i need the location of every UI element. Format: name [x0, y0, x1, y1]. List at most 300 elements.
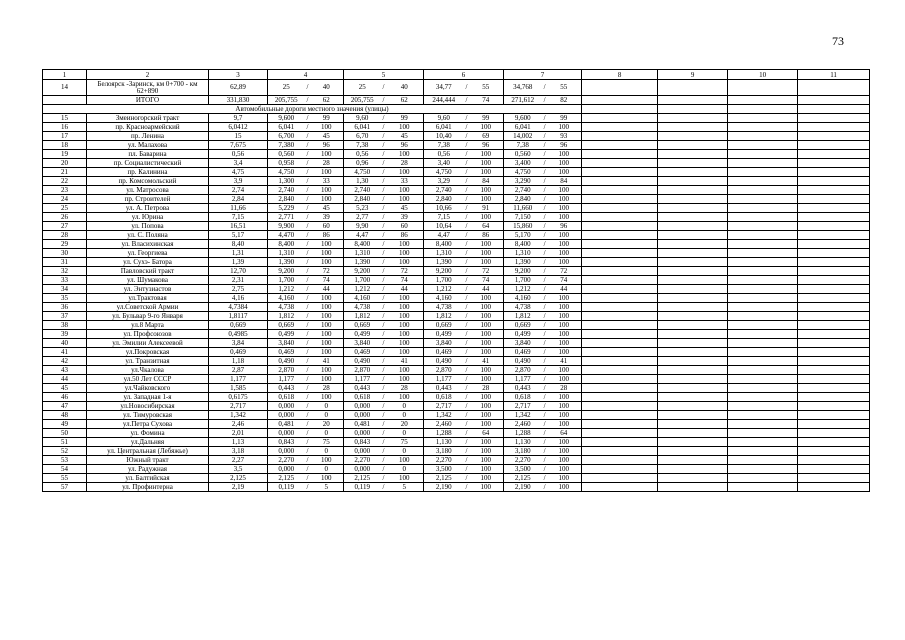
empty-cell	[728, 249, 798, 258]
empty-cell	[798, 339, 870, 348]
slash-separator: /	[541, 321, 549, 330]
slash-separator: /	[463, 141, 471, 150]
slash-separator: /	[304, 285, 312, 294]
slash-separator: /	[541, 294, 549, 303]
slash-separator: /	[380, 231, 388, 240]
c7-percent: 41	[549, 357, 582, 366]
table-row	[43, 231, 870, 240]
road-length: 15	[209, 132, 268, 141]
c6-value: 0,469	[424, 348, 463, 357]
empty-cell	[728, 456, 798, 465]
empty-cell	[728, 411, 798, 420]
empty-cell	[728, 438, 798, 447]
slash-separator: /	[463, 483, 471, 492]
c6-percent: 100	[471, 456, 504, 465]
c4-value: 4,738	[268, 303, 304, 312]
empty-cell	[582, 123, 658, 132]
slash-separator: /	[541, 186, 549, 195]
c7-value: 0,469	[504, 348, 541, 357]
slash-separator: /	[380, 132, 388, 141]
slash-separator: /	[463, 249, 471, 258]
slash-separator: /	[541, 339, 549, 348]
empty-cell	[658, 159, 728, 168]
slash-separator: /	[463, 465, 471, 474]
c6-value: 2,460	[424, 420, 463, 429]
c6-value: 3,180	[424, 447, 463, 456]
empty-cell	[658, 456, 728, 465]
c6-percent: 74	[471, 96, 504, 105]
header-cell: 9	[658, 70, 728, 80]
c6-percent: 96	[471, 141, 504, 150]
c4-percent: 74	[312, 276, 344, 285]
c4-value: 0,481	[268, 420, 304, 429]
c5-percent: 100	[388, 294, 424, 303]
slash-separator: /	[463, 186, 471, 195]
slash-separator: /	[541, 447, 549, 456]
empty-cell	[798, 132, 870, 141]
c4-percent: 60	[312, 222, 344, 231]
c7-value: 9,600	[504, 114, 541, 123]
road-length: 3,84	[209, 339, 268, 348]
slash-separator: /	[541, 384, 549, 393]
slash-separator: /	[463, 348, 471, 357]
empty-cell	[798, 330, 870, 339]
slash-separator: /	[541, 402, 549, 411]
c7-value: 4,160	[504, 294, 541, 303]
slash-separator: /	[380, 393, 388, 402]
empty-cell	[658, 240, 728, 249]
c7-percent: 44	[549, 285, 582, 294]
road-name: ул.Покровская	[87, 348, 209, 357]
empty-cell	[582, 321, 658, 330]
table-row	[43, 132, 870, 141]
slash-separator: /	[463, 285, 471, 294]
c7-percent: 100	[549, 249, 582, 258]
empty-cell	[798, 348, 870, 357]
c5-value: 3,840	[344, 339, 380, 348]
empty-cell	[658, 141, 728, 150]
empty-cell	[658, 132, 728, 141]
header-cell: 6	[424, 70, 504, 80]
c7-percent: 100	[549, 447, 582, 456]
row-number: 53	[43, 456, 87, 465]
empty-cell	[798, 465, 870, 474]
c6-percent: 100	[471, 348, 504, 357]
c5-value: 0,000	[344, 429, 380, 438]
c6-value: 2,740	[424, 186, 463, 195]
slash-separator: /	[541, 456, 549, 465]
c4-percent: 100	[312, 474, 344, 483]
empty-cell	[658, 222, 728, 231]
empty-cell	[728, 312, 798, 321]
c5-value: 4,160	[344, 294, 380, 303]
slash-separator: /	[304, 330, 312, 339]
road-length: 2,717	[209, 402, 268, 411]
slash-separator: /	[541, 96, 549, 105]
slash-separator: /	[380, 123, 388, 132]
c5-percent: 100	[388, 186, 424, 195]
c7-value: 4,750	[504, 168, 541, 177]
road-name: ул. Радужная	[87, 465, 209, 474]
empty-cell	[728, 375, 798, 384]
empty-cell	[582, 339, 658, 348]
road-length: 1,18	[209, 357, 268, 366]
slash-separator: /	[304, 483, 312, 492]
c7-value: 2,125	[504, 474, 541, 483]
c4-percent: 0	[312, 402, 344, 411]
slash-separator: /	[380, 330, 388, 339]
row-number: 31	[43, 258, 87, 267]
empty-cell	[658, 348, 728, 357]
road-name: ул.Чайковского	[87, 384, 209, 393]
c4-percent: 40	[312, 80, 344, 96]
slash-separator: /	[541, 141, 549, 150]
c4-percent: 100	[312, 393, 344, 402]
c6-value: 2,840	[424, 195, 463, 204]
c5-percent: 41	[388, 357, 424, 366]
c5-percent: 99	[388, 114, 424, 123]
c6-value: 8,400	[424, 240, 463, 249]
empty-cell	[658, 195, 728, 204]
slash-separator: /	[463, 168, 471, 177]
road-name: ул. Георгиева	[87, 249, 209, 258]
row-number: 51	[43, 438, 87, 447]
c4-value: 7,380	[268, 141, 304, 150]
c4-percent: 100	[312, 456, 344, 465]
road-name: ул.Советской Армии	[87, 303, 209, 312]
slash-separator: /	[304, 321, 312, 330]
table-row	[43, 204, 870, 213]
c5-value: 0,490	[344, 357, 380, 366]
empty-cell	[728, 159, 798, 168]
empty-cell	[728, 258, 798, 267]
c6-value: 7,38	[424, 141, 463, 150]
empty-cell	[728, 330, 798, 339]
c6-value: 0,490	[424, 357, 463, 366]
slash-separator: /	[463, 384, 471, 393]
road-length: 2,31	[209, 276, 268, 285]
road-name: Южный тракт	[87, 456, 209, 465]
slash-separator: /	[304, 177, 312, 186]
c7-percent: 100	[549, 348, 582, 357]
slash-separator: /	[380, 348, 388, 357]
slash-separator: /	[304, 150, 312, 159]
empty-cell	[658, 204, 728, 213]
slash-separator: /	[541, 123, 549, 132]
slash-separator: /	[380, 366, 388, 375]
empty-cell	[728, 132, 798, 141]
c6-percent: 100	[471, 402, 504, 411]
slash-separator: /	[463, 114, 471, 123]
empty-cell	[728, 96, 798, 105]
slash-separator: /	[304, 411, 312, 420]
c7-value: 3,180	[504, 447, 541, 456]
empty-cell	[582, 168, 658, 177]
slash-separator: /	[380, 420, 388, 429]
c5-value: 0,618	[344, 393, 380, 402]
empty-cell	[658, 330, 728, 339]
c6-percent: 72	[471, 267, 504, 276]
slash-separator: /	[463, 222, 471, 231]
empty-cell	[728, 348, 798, 357]
c6-percent: 100	[471, 294, 504, 303]
slash-separator: /	[463, 438, 471, 447]
header-cell: 5	[344, 70, 424, 80]
empty-cell	[582, 330, 658, 339]
c4-percent: 28	[312, 159, 344, 168]
slash-separator: /	[380, 222, 388, 231]
slash-separator: /	[541, 249, 549, 258]
slash-separator: /	[463, 213, 471, 222]
row-number: 45	[43, 384, 87, 393]
empty-cell	[582, 312, 658, 321]
slash-separator: /	[463, 276, 471, 285]
empty-cell	[658, 186, 728, 195]
slash-separator: /	[541, 276, 549, 285]
empty-cell	[798, 96, 870, 105]
empty-cell	[728, 267, 798, 276]
road-name: ул.50 Лет СССР	[87, 375, 209, 384]
empty-cell	[798, 321, 870, 330]
c5-percent: 75	[388, 438, 424, 447]
c5-value: 2,125	[344, 474, 380, 483]
empty-cell	[798, 168, 870, 177]
row-number: 32	[43, 267, 87, 276]
c4-value: 0,000	[268, 411, 304, 420]
c4-value: 2,125	[268, 474, 304, 483]
c5-percent: 28	[388, 384, 424, 393]
c7-value: 2,270	[504, 456, 541, 465]
road-length: 1,13	[209, 438, 268, 447]
empty-cell	[658, 321, 728, 330]
header-cell: 4	[268, 70, 344, 80]
row-number: 49	[43, 420, 87, 429]
slash-separator: /	[304, 204, 312, 213]
empty-cell	[658, 483, 728, 492]
road-name: ул. Тимуровская	[87, 411, 209, 420]
empty-cell	[798, 402, 870, 411]
slash-separator: /	[463, 393, 471, 402]
c5-value: 4,750	[344, 168, 380, 177]
empty-cell	[658, 312, 728, 321]
road-name: Павловский тракт	[87, 267, 209, 276]
c6-percent: 28	[471, 384, 504, 393]
table-row	[43, 402, 870, 411]
road-name: ул. А. Петрова	[87, 204, 209, 213]
slash-separator: /	[380, 159, 388, 168]
slash-separator: /	[463, 240, 471, 249]
c4-value: 0,000	[268, 429, 304, 438]
empty-cell	[582, 357, 658, 366]
row-number: 55	[43, 474, 87, 483]
row-number: 28	[43, 231, 87, 240]
empty-cell	[798, 384, 870, 393]
empty-cell	[798, 114, 870, 123]
slash-separator: /	[380, 240, 388, 249]
c6-value: 1,390	[424, 258, 463, 267]
c6-value: 2,870	[424, 366, 463, 375]
slash-separator: /	[304, 438, 312, 447]
c6-percent: 74	[471, 276, 504, 285]
slash-separator: /	[463, 429, 471, 438]
slash-separator: /	[541, 177, 549, 186]
c7-percent: 72	[549, 267, 582, 276]
slash-separator: /	[463, 447, 471, 456]
road-name: ул. Центральная (Лебяжье)	[87, 447, 209, 456]
row-number: 20	[43, 159, 87, 168]
empty-cell	[798, 195, 870, 204]
road-length: 0,56	[209, 150, 268, 159]
c6-value: 0,669	[424, 321, 463, 330]
c5-value: 8,400	[344, 240, 380, 249]
slash-separator: /	[304, 159, 312, 168]
c7-percent: 93	[549, 132, 582, 141]
empty-cell	[582, 465, 658, 474]
empty-cell	[658, 384, 728, 393]
empty-cell	[798, 294, 870, 303]
table-row	[43, 303, 870, 312]
c7-percent: 100	[549, 150, 582, 159]
c5-value: 0,469	[344, 348, 380, 357]
row-number: 44	[43, 375, 87, 384]
road-length: 6,0412	[209, 123, 268, 132]
road-length: 4,75	[209, 168, 268, 177]
slash-separator: /	[463, 132, 471, 141]
row-number: 42	[43, 357, 87, 366]
table-row	[43, 114, 870, 123]
c7-percent: 64	[549, 429, 582, 438]
empty-cell	[798, 150, 870, 159]
c4-percent: 0	[312, 465, 344, 474]
c5-value: 0,000	[344, 411, 380, 420]
road-name: ИТОГО	[87, 96, 209, 105]
c6-value: 1,700	[424, 276, 463, 285]
slash-separator: /	[380, 285, 388, 294]
c4-value: 9,600	[268, 114, 304, 123]
c4-value: 4,750	[268, 168, 304, 177]
empty-cell	[582, 411, 658, 420]
c6-value: 9,60	[424, 114, 463, 123]
c7-value: 0,618	[504, 393, 541, 402]
row-number: 35	[43, 294, 87, 303]
c4-value: 1,177	[268, 375, 304, 384]
slash-separator: /	[304, 267, 312, 276]
c7-value: 11,660	[504, 204, 541, 213]
empty-cell	[798, 123, 870, 132]
c5-percent: 100	[388, 123, 424, 132]
c4-percent: 45	[312, 204, 344, 213]
empty-cell	[582, 231, 658, 240]
c6-percent: 100	[471, 186, 504, 195]
road-name: ул.Новосибирская	[87, 402, 209, 411]
row-number: 40	[43, 339, 87, 348]
row-number: 22	[43, 177, 87, 186]
slash-separator: /	[541, 168, 549, 177]
slash-separator: /	[380, 402, 388, 411]
empty-cell	[728, 465, 798, 474]
empty-cell	[582, 240, 658, 249]
empty-cell	[728, 114, 798, 123]
slash-separator: /	[380, 267, 388, 276]
road-length: 0,469	[209, 348, 268, 357]
c5-value: 1,700	[344, 276, 380, 285]
slash-separator: /	[304, 213, 312, 222]
c5-percent: 45	[388, 132, 424, 141]
c7-value: 2,740	[504, 186, 541, 195]
empty-cell	[798, 231, 870, 240]
slash-separator: /	[380, 80, 388, 96]
c6-percent: 64	[471, 429, 504, 438]
road-name: Белоярск -Заринск, км 0+700 - км 62+890	[87, 80, 209, 96]
empty-cell	[658, 366, 728, 375]
c5-percent: 44	[388, 285, 424, 294]
header-cell: 7	[504, 70, 582, 80]
road-length: 12,70	[209, 267, 268, 276]
table-row	[43, 186, 870, 195]
empty-cell	[658, 420, 728, 429]
c5-value: 1,390	[344, 258, 380, 267]
empty-cell	[798, 141, 870, 150]
slash-separator: /	[463, 195, 471, 204]
slash-separator: /	[304, 276, 312, 285]
c4-percent: 44	[312, 285, 344, 294]
table-row	[43, 447, 870, 456]
empty-cell	[728, 80, 798, 96]
row-number: 38	[43, 321, 87, 330]
road-length: 0,6175	[209, 393, 268, 402]
empty-cell	[582, 276, 658, 285]
c6-percent: 100	[471, 483, 504, 492]
c4-percent: 100	[312, 348, 344, 357]
table-row	[43, 366, 870, 375]
c4-percent: 41	[312, 357, 344, 366]
slash-separator: /	[541, 213, 549, 222]
empty-cell	[728, 204, 798, 213]
c4-percent: 75	[312, 438, 344, 447]
c5-value: 205,755	[344, 96, 380, 105]
table-row	[43, 348, 870, 357]
empty-cell	[658, 438, 728, 447]
c5-value: 2,840	[344, 195, 380, 204]
c4-value: 1,310	[268, 249, 304, 258]
empty-cell	[798, 429, 870, 438]
table-row	[43, 456, 870, 465]
slash-separator: /	[304, 429, 312, 438]
c5-percent: 100	[388, 330, 424, 339]
section-title-row	[43, 105, 870, 114]
slash-separator: /	[304, 384, 312, 393]
empty-cell	[728, 195, 798, 204]
c4-value: 0,000	[268, 447, 304, 456]
road-length: 4,7384	[209, 303, 268, 312]
c5-percent: 100	[388, 474, 424, 483]
slash-separator: /	[304, 123, 312, 132]
empty-cell	[798, 447, 870, 456]
c4-value: 0,469	[268, 348, 304, 357]
c6-value: 1,130	[424, 438, 463, 447]
empty-cell	[658, 285, 728, 294]
empty-cell	[728, 186, 798, 195]
road-name: ул. Попова	[87, 222, 209, 231]
c7-percent: 100	[549, 474, 582, 483]
empty-cell	[798, 303, 870, 312]
slash-separator: /	[304, 348, 312, 357]
slash-separator: /	[380, 177, 388, 186]
c5-value: 2,77	[344, 213, 380, 222]
c4-value: 2,840	[268, 195, 304, 204]
empty-cell	[798, 80, 870, 96]
slash-separator: /	[304, 294, 312, 303]
